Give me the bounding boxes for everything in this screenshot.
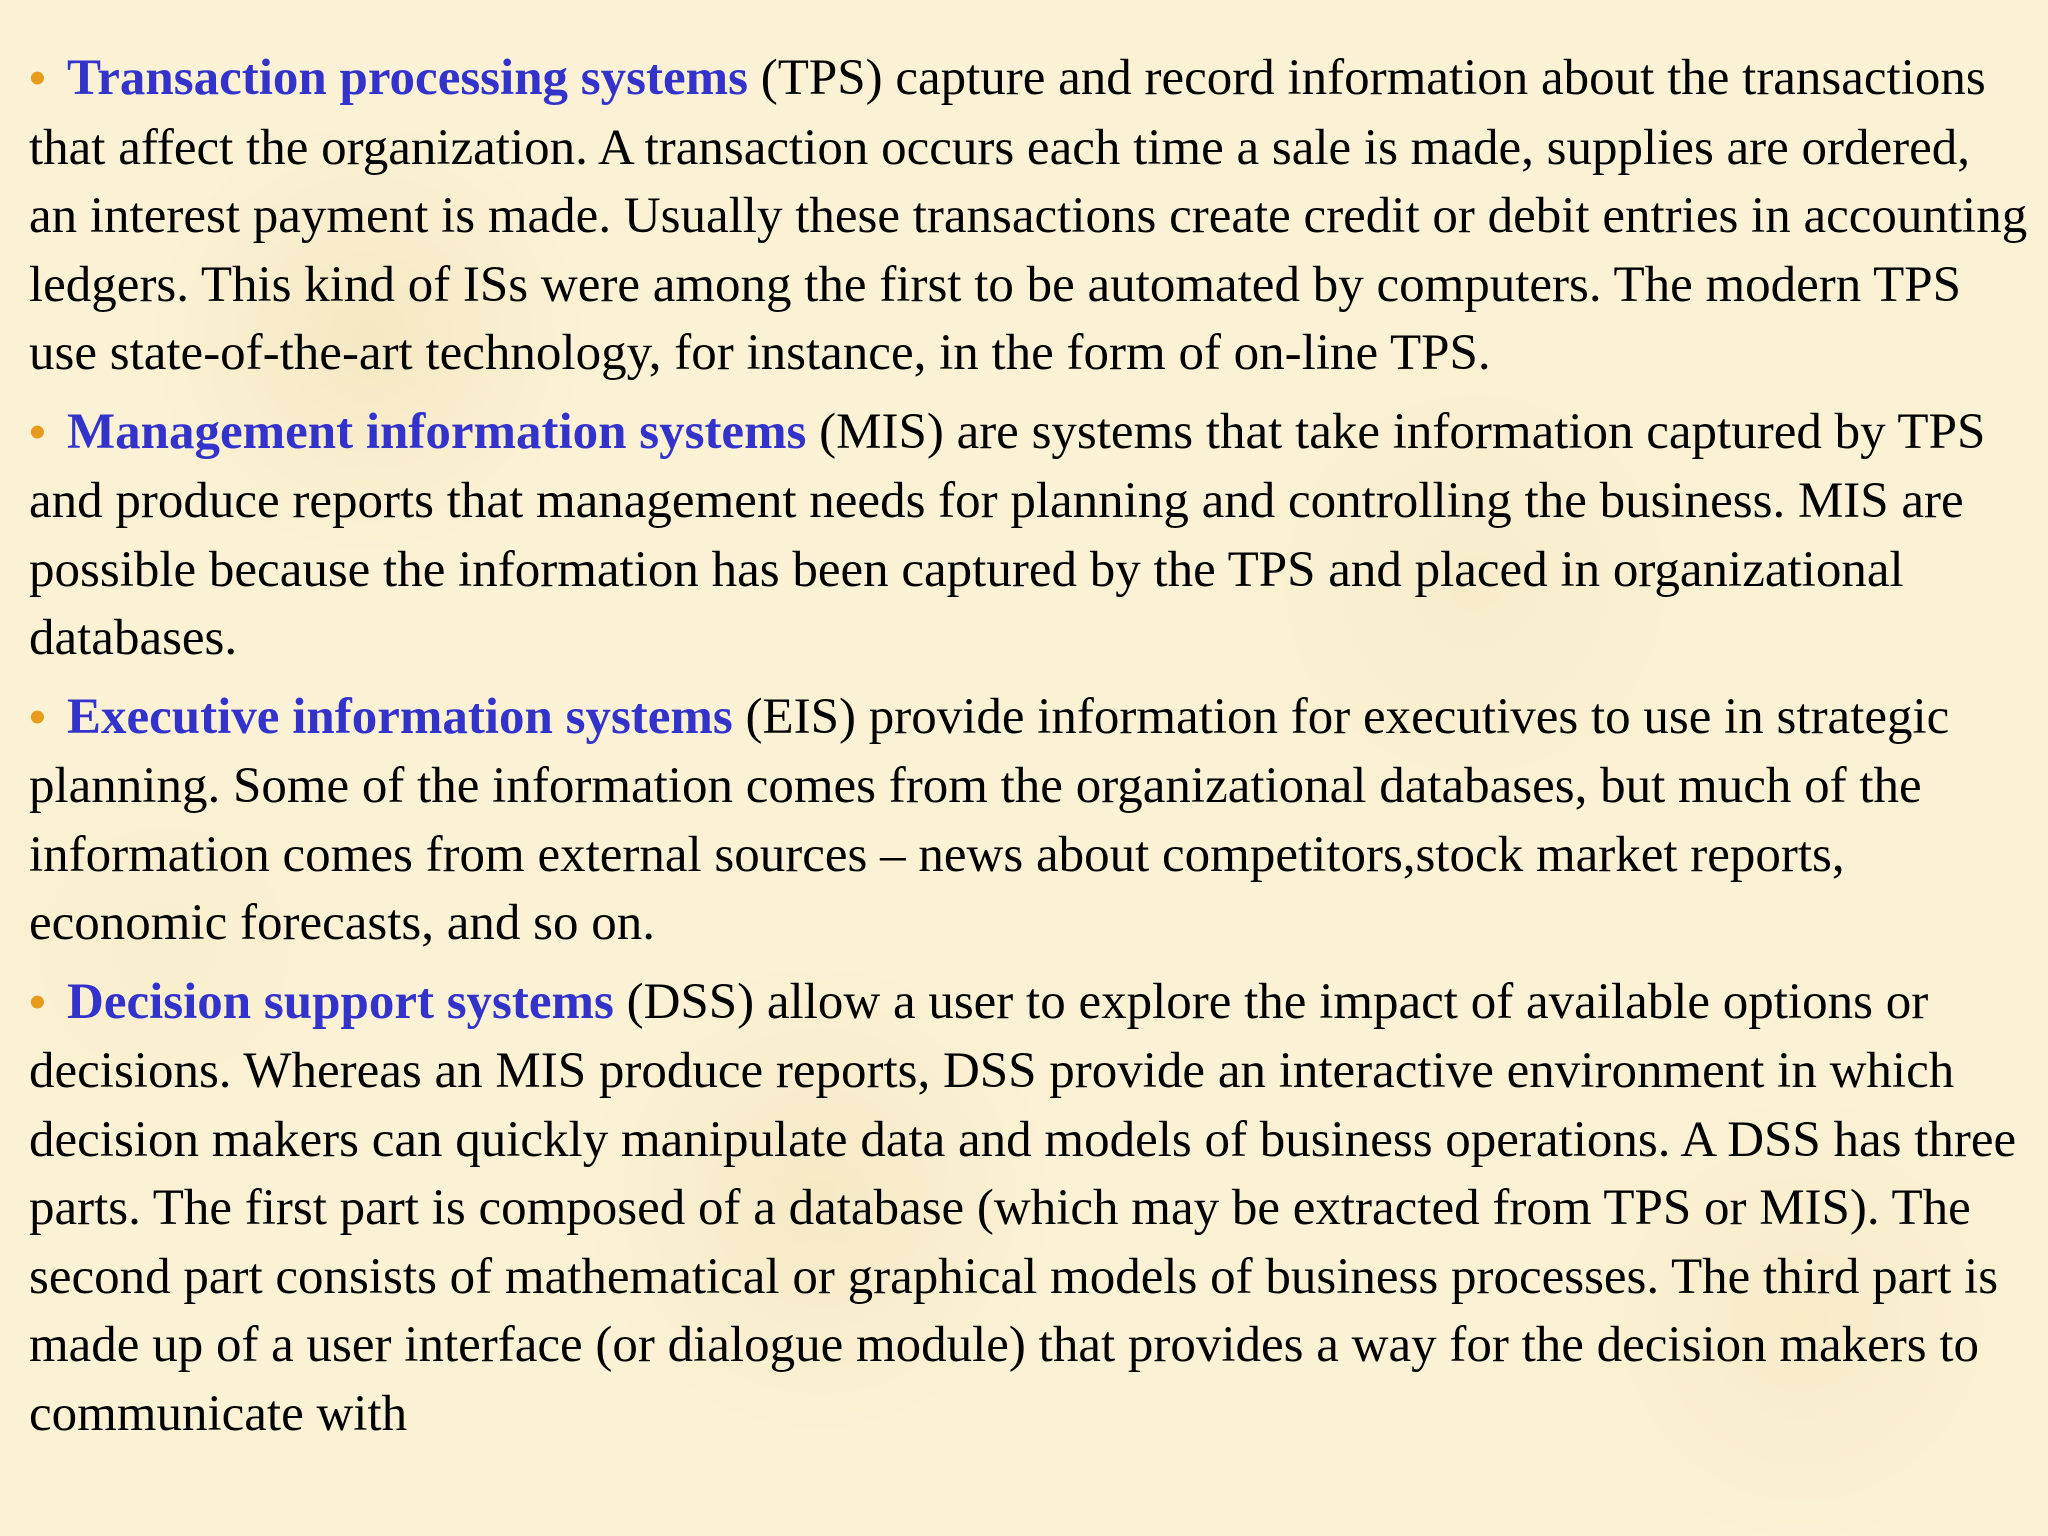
bullet-item-tps [29,44,2028,388]
term-tps: Transaction processing systems [67,50,748,106]
term-mis: Management information systems [67,403,807,460]
description-mis: (MIS) are systems that take information captured by TPS and produce reports that management needs for planning and controlling the business. MIS are possible because the information has been captured by the TPS and placed in organizational databases. [29,403,1986,666]
bullet-marker: • [29,405,46,459]
bullet-marker: • [29,52,46,105]
bullet-item-mis [29,398,2028,673]
description-dss: (DSS) allow a user to explore the impact of available options or decisions. Whereas an MIS produce reports, DSS provide an interactive environment in which decision makers can quickly manipulate data and models of business operations. A DSS has three parts. The first part is composed of a database (which may be extracted from TPS or MIS). The second part consists of mathematical or graphical models of business processes. The third part is made up of a user interface (or dialogue module) that provides a way for the decision makers to communicate with [29,973,2017,1442]
description-eis: (EIS) provide information for executives to use in strategic planning. Some of the information comes from the organizational databases, but much of the information comes from external sources – news about competitors,stock market reports, economic forecasts, and so on. [29,688,1950,951]
bullet-item-dss [29,968,2028,1449]
term-dss: Decision support systems [67,973,614,1030]
description-tps: (TPS) capture and record information about the transactions that affect the organization. A transaction occurs each time a sale is made, supplies are ordered, an interest payment is made. Usually these transactions create credit or debit entries in accounting ledgers. This kind of ISs were among the first to be automated by computers. The modern TPS use state-of-the-art technology, for instance, in the form of on-line TPS. [29,50,2028,381]
bullet-marker: • [29,690,46,744]
bullet-marker: • [29,975,46,1029]
bullet-item-eis [29,683,2028,958]
term-eis: Executive information systems [67,688,733,745]
